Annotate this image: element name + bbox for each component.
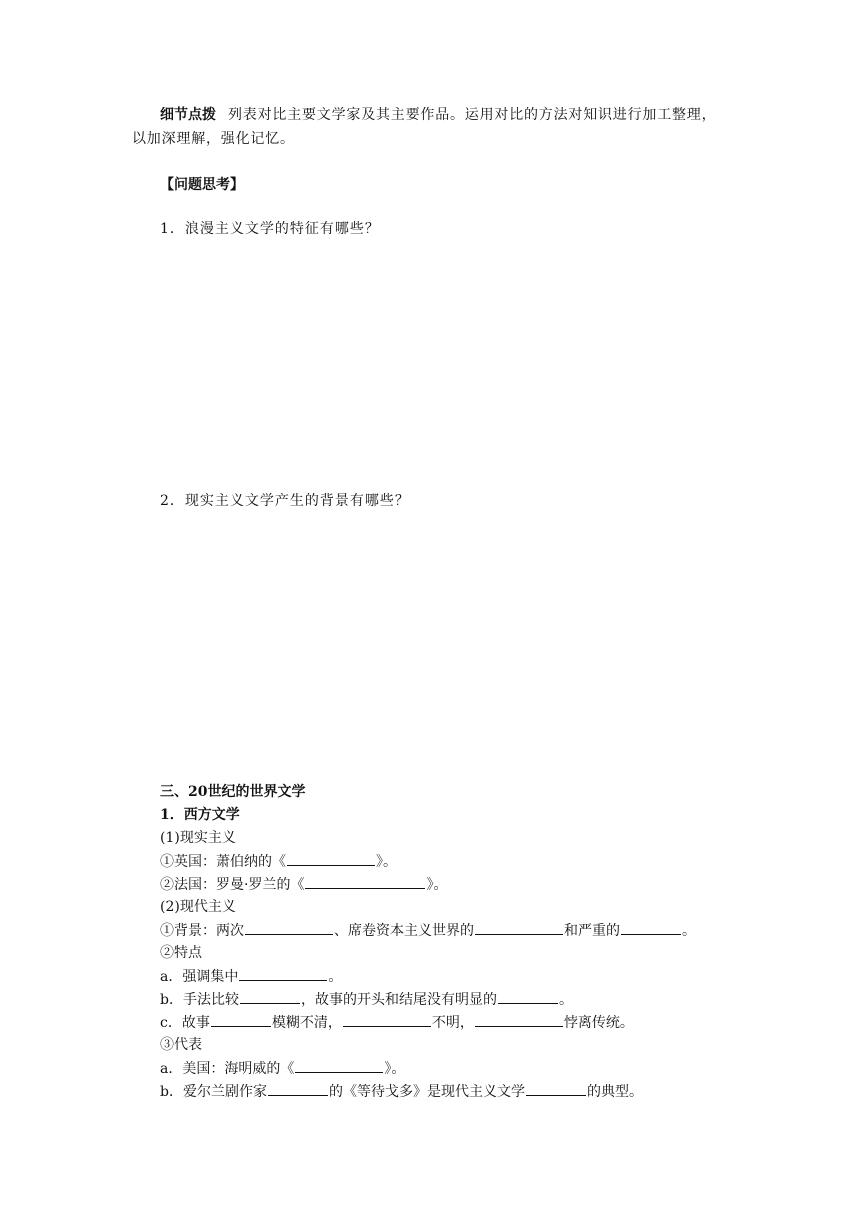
tip-line-1 xyxy=(160,104,716,126)
feature-c-line xyxy=(160,1011,634,1034)
ra-text: a．美国：海明威的《 xyxy=(160,1061,295,1077)
blank-fc-2 xyxy=(343,1011,431,1027)
blank-ra xyxy=(295,1057,383,1073)
fb-text-end: 。 xyxy=(558,992,573,1008)
uk-text-end: 》。 xyxy=(376,854,397,870)
question-2: 2．现实主义文学产生的背景有哪些？ xyxy=(160,493,410,509)
blank-fc-3 xyxy=(475,1011,563,1027)
tip-line-2: 以加深理解，强化记忆。 xyxy=(132,131,295,147)
fb-text: b．手法比较 xyxy=(160,992,239,1008)
modernism-heading: (2)现代主义 xyxy=(160,899,236,915)
blank-fr-work xyxy=(305,873,425,889)
representatives-heading: ③代表 xyxy=(160,1037,202,1053)
rep-b-line xyxy=(160,1080,643,1103)
blank-fb-1 xyxy=(240,988,300,1004)
rep-a-line xyxy=(160,1057,405,1080)
fb-text-mid: ，故事的开头和结尾没有明显的 xyxy=(300,992,497,1008)
uk-line xyxy=(160,850,397,873)
questions-heading: 【问题思考】 xyxy=(160,177,244,193)
feature-a-line xyxy=(160,965,342,988)
tip-label: 细节点拨 xyxy=(160,107,216,123)
fa-text: a．强调集中 xyxy=(160,969,239,985)
blank-fc-1 xyxy=(211,1011,271,1027)
blank-fa xyxy=(239,965,327,981)
fr-line xyxy=(160,873,447,896)
bg-text: ①背景：两次 xyxy=(160,923,244,939)
blank-rb-2 xyxy=(526,1080,586,1096)
blank-bg-2 xyxy=(475,919,563,935)
fr-text: ②法国：罗曼·罗兰的《 xyxy=(160,877,305,893)
blank-bg-1 xyxy=(245,919,333,935)
background-line xyxy=(160,919,696,942)
subsection-western-literature: 1．西方文学 xyxy=(160,807,240,823)
fr-text-end: 》。 xyxy=(426,877,448,893)
feature-b-line xyxy=(160,988,573,1011)
uk-text: ①英国：萧伯纳的《 xyxy=(160,854,286,870)
blank-bg-3 xyxy=(621,919,681,935)
blank-fb-2 xyxy=(498,988,558,1004)
section-title: 三、20世纪的世界文学 xyxy=(160,784,306,800)
fc-text: c．故事 xyxy=(160,1015,210,1031)
ra-text-end: 》。 xyxy=(384,1061,406,1077)
blank-rb-1 xyxy=(268,1080,328,1096)
bg-text-mid2: 和严重的 xyxy=(564,923,620,939)
features-heading: ②特点 xyxy=(160,945,202,961)
fc-text-mid2: 不明， xyxy=(431,1015,474,1031)
rb-text: b．爱尔兰剧作家 xyxy=(160,1084,267,1100)
fa-text-end: 。 xyxy=(328,969,343,985)
question-1: 1．浪漫主义文学的特征有哪些？ xyxy=(160,221,380,237)
fc-text-end: 悖离传统。 xyxy=(563,1015,634,1031)
tip-text-1: 列表对比主要文学家及其主要作品。运用对比的方法对知识进行加工整理， xyxy=(228,107,717,123)
answer-space-2 xyxy=(132,520,732,780)
rb-text-end: 的典型。 xyxy=(586,1084,643,1100)
rb-text-mid: 的《等待戈多》是现代主义文学 xyxy=(328,1084,525,1100)
realism-heading: (1)现实主义 xyxy=(160,830,236,846)
bg-text-end: 。 xyxy=(682,923,696,939)
bg-text-mid1: 、席卷资本主义世界的 xyxy=(334,923,474,939)
blank-uk-work xyxy=(287,850,375,866)
fc-text-mid1: 模糊不清， xyxy=(271,1015,342,1031)
answer-space-1 xyxy=(132,250,732,480)
